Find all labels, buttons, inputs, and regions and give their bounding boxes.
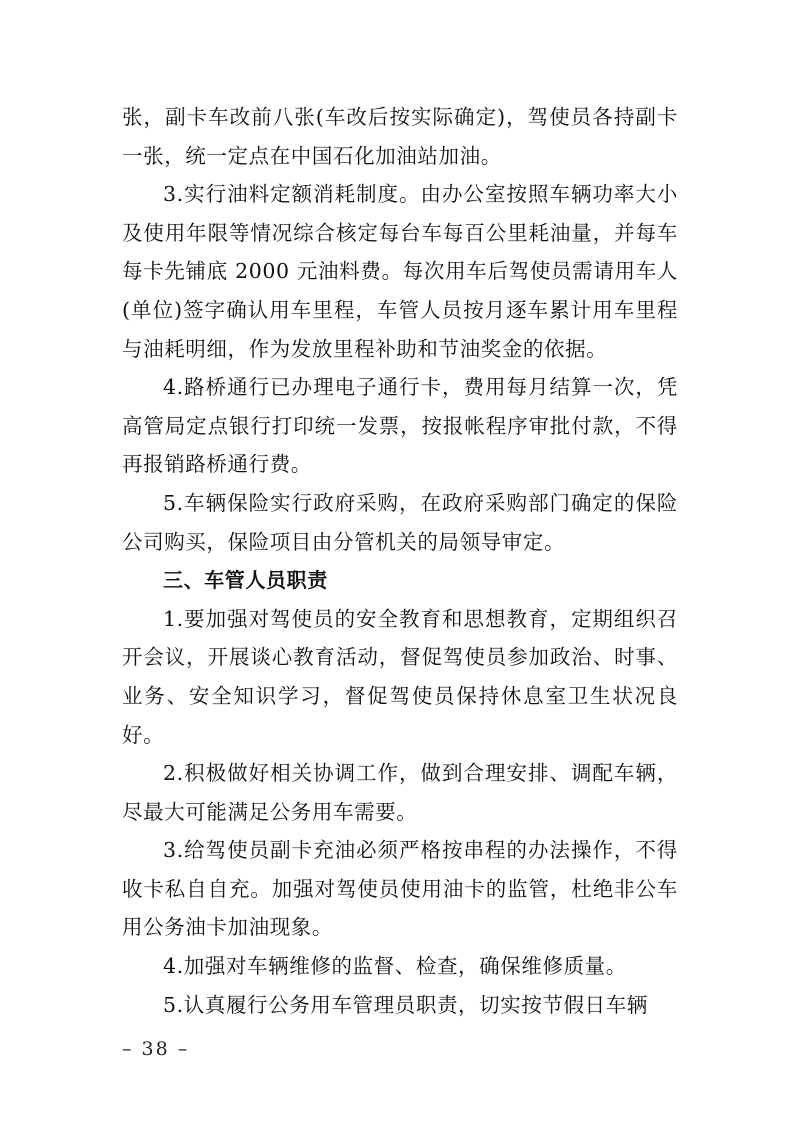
paragraph-fuel-quota: 3.实行油料定额消耗制度。由办公室按照车辆功率大小及使用年限等情况综合核定每台车每百公里耗油量，并每车每卡先铺底 2000 元油料费。每次用车后驾使员需请用车人(单位)签字确认用车里程，车管人员按月逐车累计用车里程与油耗明细，作为发放里程补助和节油奖金的依据。	[122, 182, 678, 361]
paragraph-vehicle-insurance: 5.车辆保险实行政府采购，在政府采购部门确定的保险公司购买，保险项目由分管机关的局领导审定。	[122, 490, 678, 554]
paragraph-toll-card: 4.路桥通行已办理电子通行卡，费用每月结算一次，凭高管局定点银行打印统一发票，按报帐程序审批付款，不得再报销路桥通行费。	[122, 375, 678, 477]
paragraph-duties: 5.认真履行公务用车管理员职责，切实按节假日车辆	[163, 992, 648, 1017]
document-body	[122, 98, 678, 1024]
page-number: – 38 –	[122, 1038, 190, 1060]
section-heading: 三、车管人员职责	[163, 568, 328, 593]
paragraph-driver-education: 1.要加强对驾使员的安全教育和思想教育，定期组织召开会议，开展谈心教育活动，督促驾使员参加政治、时事、业务、安全知识学习，督促驾使员保持休息室卫生状况良好。	[122, 606, 678, 747]
paragraph-maintenance-supervision: 4.加强对车辆维修的监督、检查，确保维修质量。	[163, 954, 627, 979]
paragraph-continuation: 张，副卡车改前八张(车改后按实际确定)，驾使员各持副卡一张，统一定点在中国石化加油站加油。	[122, 105, 678, 168]
paragraph-coordination: 2.积极做好相关协调工作，做到合理安排、调配车辆，尽最大可能满足公务用车需要。	[122, 761, 678, 824]
paragraph-fuel-card-recharge: 3.给驾使员副卡充油必须严格按串程的办法操作，不得收卡私自自充。加强对驾使员使用油卡的监管，杜绝非公车用公务油卡加油现象。	[122, 838, 678, 940]
